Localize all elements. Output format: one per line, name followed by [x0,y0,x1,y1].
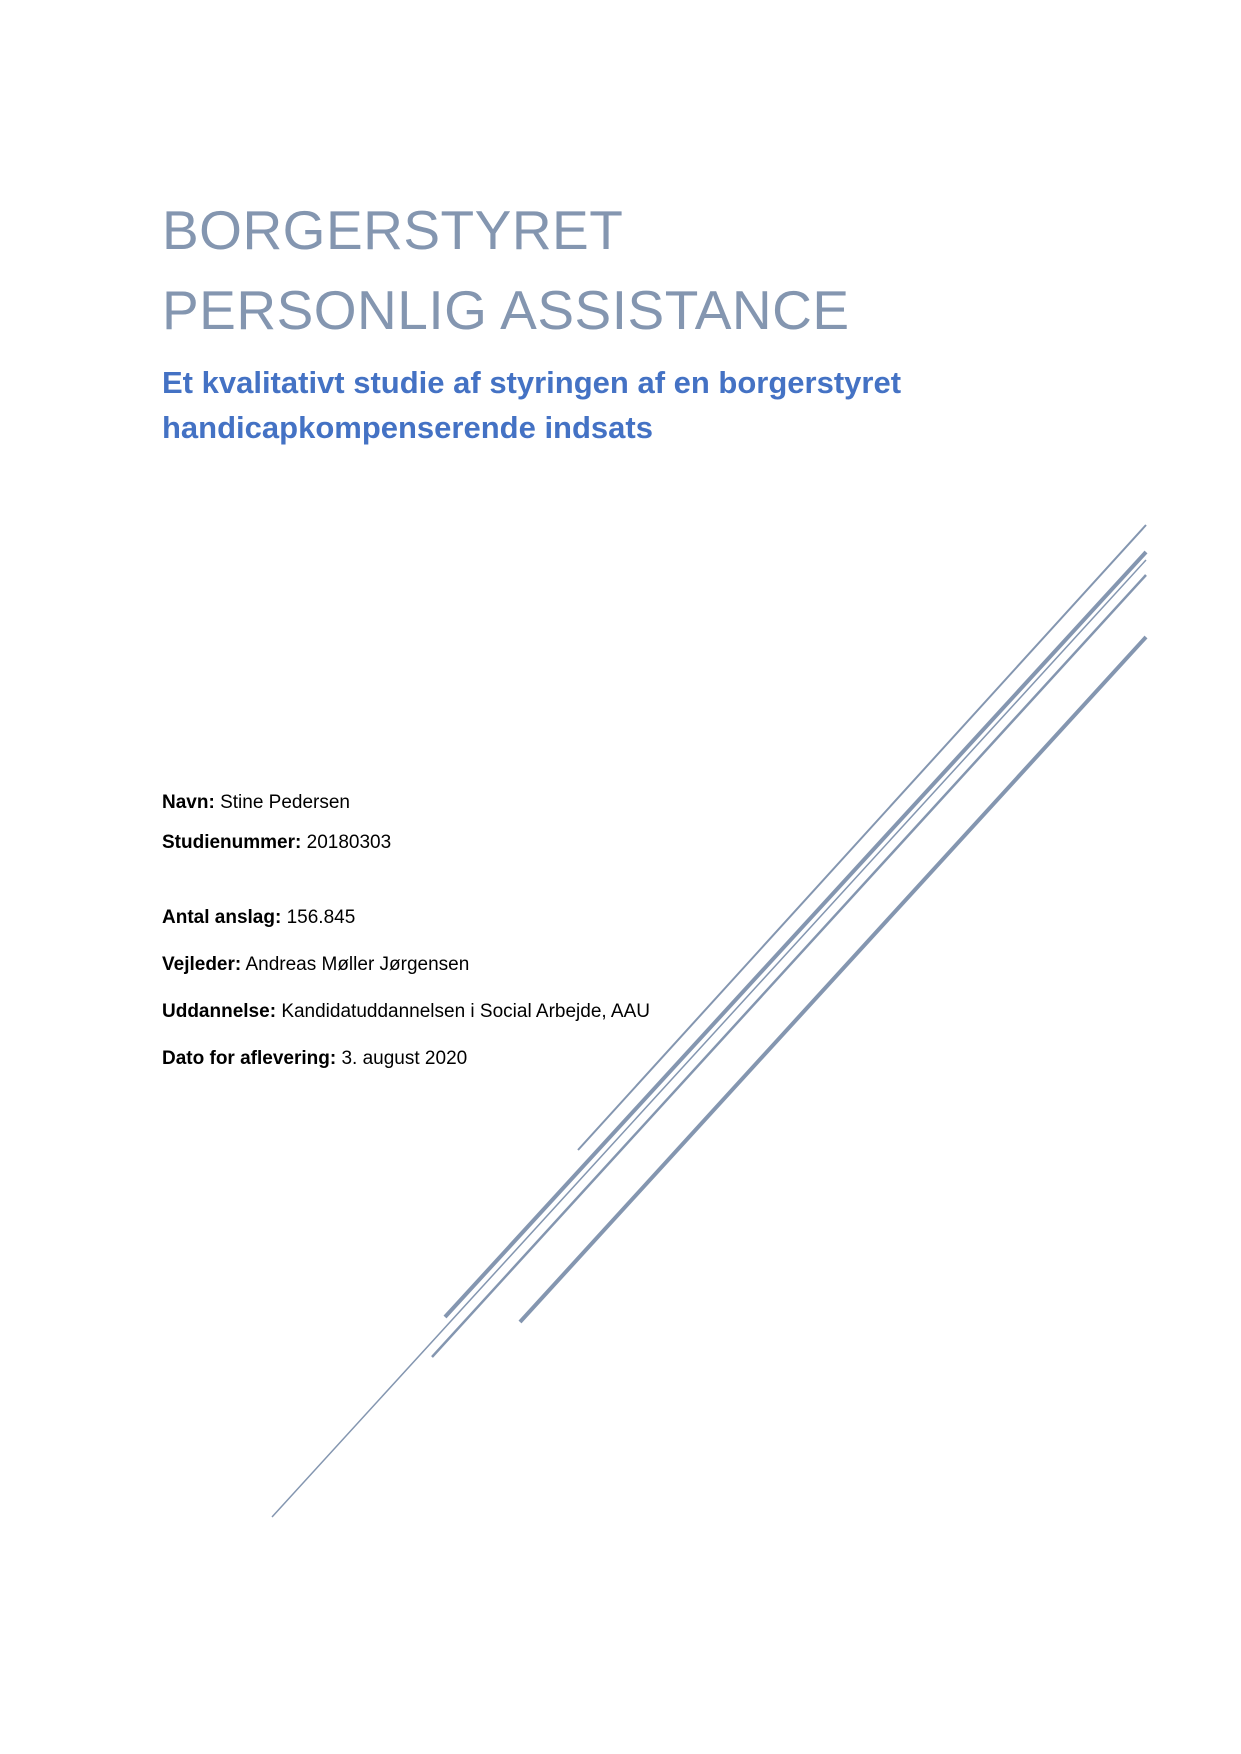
field-uddannelse: Uddannelse: Kandidatuddannelsen i Social Arbejde, AAU [162,1001,650,1022]
field-dato: Dato for aflevering: 3. august 2020 [162,1048,468,1069]
page-subtitle: Et kvalitativt studie af styringen af en borgerstyret handicapkompenserende indsats [162,365,902,445]
field-navn: Navn: Stine Pedersen [162,792,350,813]
field-antal-anslag: Antal anslag: 156.845 [162,907,356,928]
page-title: BORGERSTYRET PERSONLIG ASSISTANCE [162,199,850,341]
field-studienummer: Studienummer: 20180303 [162,832,392,853]
field-vejleder: Vejleder: Andreas Møller Jørgensen [162,954,470,975]
